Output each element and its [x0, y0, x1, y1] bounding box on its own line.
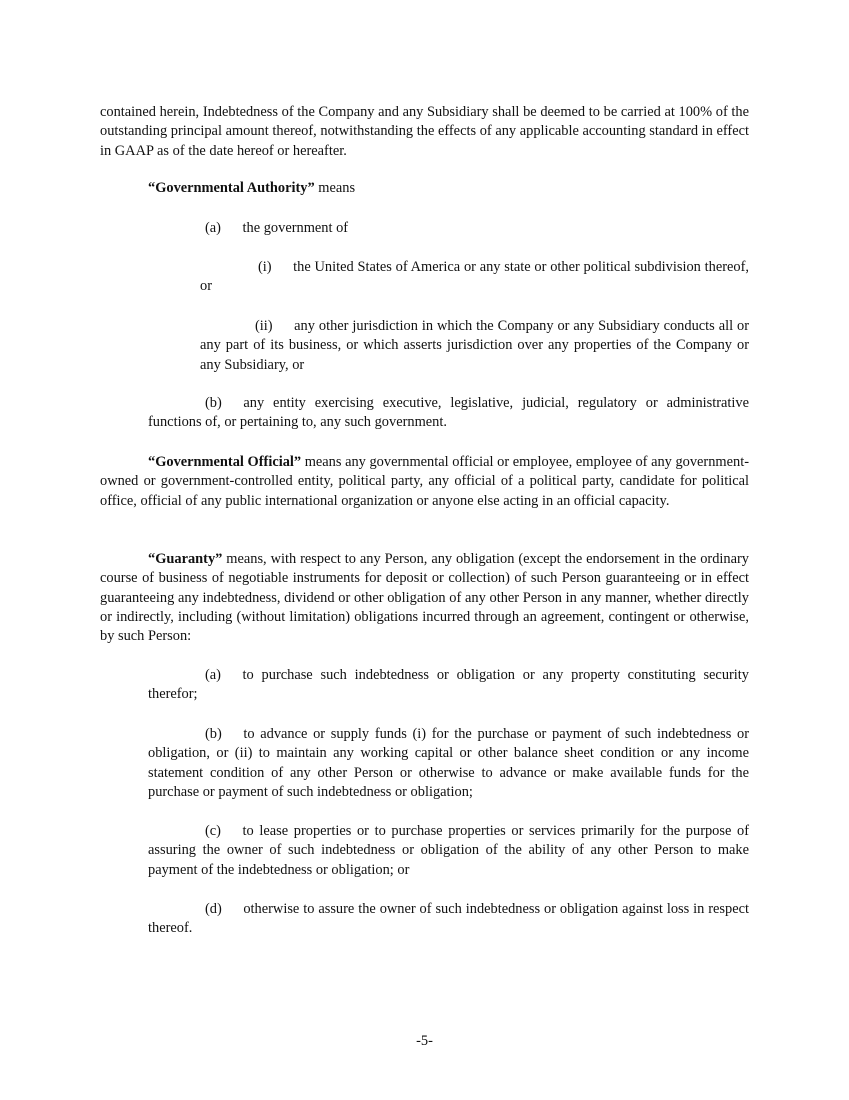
guaranty-clause-d: (d) otherwise to assure the owner of such indebtedness or obligation against loss in respect thereof. — [148, 901, 749, 937]
intro-paragraph: contained herein, Indebtedness of the Company and any Subsidiary shall be deemed to be carried at 100% of the outstanding principal amount thereof, notwithstanding the effects of any applicable accounting standard in effect in GAAP as of the date hereof or hereafter. — [100, 104, 749, 159]
governmental-authority-lead: means — [314, 180, 356, 196]
governmental-authority-term: “Governmental Authority” — [148, 180, 315, 196]
guaranty-term: “Guaranty” — [148, 551, 223, 567]
guaranty-clause-b: (b) to advance or supply funds (i) for the purchase or payment of such indebtedness or obligation, or (ii) to maintain any working capital or other balance sheet condition or any income statement condition of any other Person or otherwise to advance or make available funds for the purchase or payment of such indebtedness or obligation; — [148, 726, 749, 800]
governmental-authority-clause-a: (a) the government of — [205, 220, 349, 236]
guaranty-clause-c: (c) to lease properties or to purchase properties or services primarily for the purpose of assuring the owner of such indebtedness or obligation of the ability of any other Person to make payment of the indebtedness or obligation; or — [148, 823, 749, 878]
governmental-authority-definition — [148, 179, 749, 198]
guaranty-text: means, with respect to any Person, any obligation (except the endorsement in the ordinary course of business of negotiable instruments for deposit or collection) of such Person guaranteeing or in effect guaranteeing any indebtedness, dividend or other obligation of any other Person in any manner, whether directly or indirectly, including (without limitation) obligations incurred through an agreement, contingent or otherwise, by such Person: — [100, 551, 749, 645]
governmental-authority-clause-b: (b) any entity exercising executive, legislative, judicial, regulatory or administrative functions of, or pertaining to, any such government. — [148, 395, 749, 431]
governmental-official-text: means any governmental official or employee, employee of any government-owned or government-controlled entity, political party, any official of a political party, candidate for political office, official of any public international organization or anyone else acting in an official capacity. — [100, 454, 749, 509]
governmental-authority-clause-a-ii: (ii) any other jurisdiction in which the Company or any Subsidiary conducts all or any part of its business, or which asserts jurisdiction over any properties of the Company or any Subsidiary, or — [200, 318, 749, 373]
governmental-official-term: “Governmental Official” — [148, 454, 302, 470]
guaranty-clause-a: (a) to purchase such indebtedness or obligation or any property constituting security therefor; — [148, 667, 749, 703]
page-number: -5- — [416, 1033, 433, 1049]
guaranty-definition — [100, 550, 749, 646]
governmental-official-definition — [100, 453, 749, 511]
governmental-authority-clause-a-i: (i) the United States of America or any state or other political subdivision thereof, or — [200, 259, 749, 295]
